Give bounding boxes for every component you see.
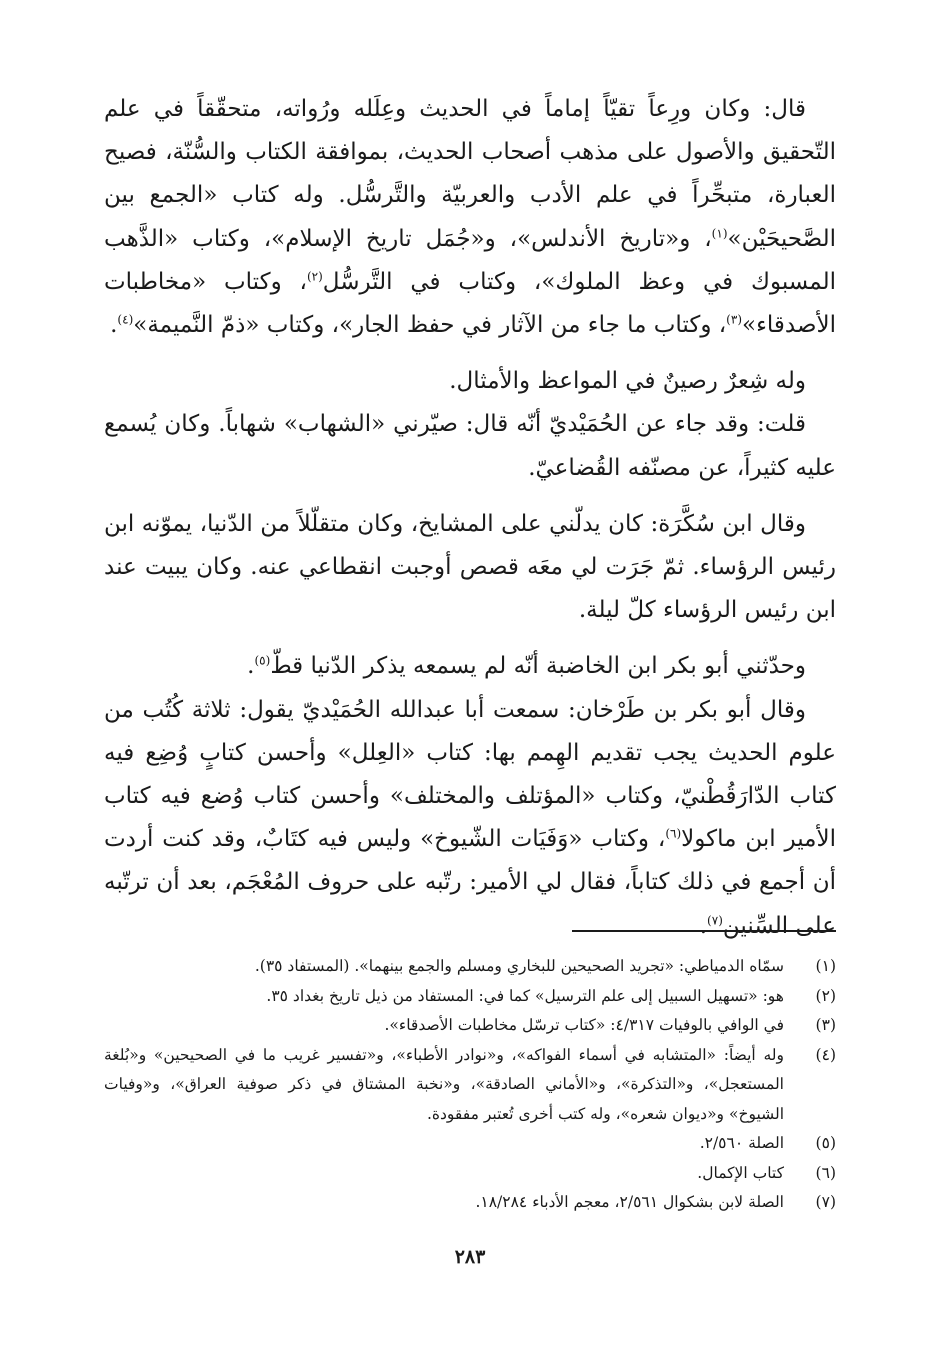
footnote-marker-4[interactable]: (٤) bbox=[117, 312, 134, 327]
paragraph-6 bbox=[104, 689, 836, 948]
footnote-2-number: (٢) bbox=[815, 986, 836, 1005]
footnote-1 bbox=[104, 952, 836, 982]
footnote-marker-7[interactable]: (٧) bbox=[707, 913, 723, 927]
footnote-5 bbox=[104, 1129, 836, 1159]
footnote-3-number: (٣) bbox=[815, 1016, 836, 1034]
footnote-6-text: كتاب الإكمال. bbox=[697, 1163, 784, 1182]
paragraph-1 bbox=[104, 88, 836, 347]
footnote-7-text: الصلة لابن بشكوال ٢/٥٦١، معجم الأدباء ١٨/٢٨٤. bbox=[475, 1193, 784, 1211]
paragraph-5-text-b: . bbox=[247, 653, 255, 680]
paragraph-3 bbox=[104, 403, 836, 489]
paragraph-5-text-a: وحدّثني أبو بكر ابن الخاضبة أنّه لم يسمعه يذكر الدّنيا قطّ bbox=[270, 653, 806, 680]
footnote-marker-5[interactable]: (٥) bbox=[254, 653, 271, 668]
footnote-marker-2[interactable]: (٢) bbox=[306, 269, 323, 284]
paragraph-5 bbox=[104, 645, 836, 688]
footnote-4-number: (٤) bbox=[815, 1045, 836, 1064]
main-text-body bbox=[104, 88, 836, 948]
page-number: ٢٨٣ bbox=[454, 1246, 486, 1268]
footnote-marker-3[interactable]: (٣) bbox=[726, 312, 742, 327]
paragraph-1-text-d: ، وكتاب ما جاء من الآثار في حفظ الجار»، وكتاب «ذمّ النَّميمة» bbox=[133, 312, 727, 339]
footnote-2-text: هو: «تسهيل السبيل إلى علم الترسيل» كما في: المستفاد من ذيل تاريخ بغداد ٣٥. bbox=[266, 986, 784, 1005]
footnote-2 bbox=[104, 982, 836, 1012]
paragraph-1-text-a: قال: وكان ورِعاً تقيّاً إماماً في الحديث وعِلَله ورُواته، متحقّقاً في علم التّحقيق والأصول على مذهب أصحاب الحديث، بموافقة الكتاب والسُّنّة، فصيح العبارة، متبحِّراً في علم الأدب والعربيّة والتَّرسُّل. وله كتاب «الجمع بين الصَّحيحَيْن» bbox=[104, 96, 836, 252]
paragraph-6-text-b: ، وكتاب «وَفَيَات الشّيوخ» وليس فيه كتَابٌ، وقد كنت أردت أن أجمع في ذلك كتاباً، فقال لي الأمير: رتّبه على حروف المُعْجَم، بعد أن ترتّبه على السِّنين bbox=[104, 826, 836, 939]
footnote-4 bbox=[104, 1041, 836, 1130]
paragraph-2-text: وله شِعرٌ رصينٌ في المواعظ والأمثال. bbox=[449, 368, 806, 395]
paragraph-1-text-e: . bbox=[110, 312, 118, 339]
footnote-7-number: (٧) bbox=[815, 1193, 836, 1211]
footnote-4-text: وله أيضاً: «المتشابه في أسماء الفواكه»، و«نوادر الأطباء»، و«تفسير غريب ما في الصحيحين» و«بُلغة المستعجل»، و«التذكرة»، و«الأماني الصادقة»، و«نخبة المشتاق في ذكر صوفية العراق»، و«وفيات الشيوخ» و«ديوان شعره»، وله كتب أخرى تُعتبر مفقودة. bbox=[104, 1045, 784, 1123]
footnote-5-text: الصلة ٢/٥٦٠. bbox=[699, 1134, 784, 1152]
footnote-5-number: (٥) bbox=[815, 1134, 836, 1152]
footnote-7 bbox=[104, 1188, 836, 1218]
footnote-marker-6[interactable]: (٦) bbox=[665, 826, 682, 841]
footnotes-section bbox=[104, 952, 836, 1218]
footnote-6 bbox=[104, 1159, 836, 1189]
footnote-3 bbox=[104, 1011, 836, 1041]
paragraph-2 bbox=[104, 360, 836, 403]
paragraph-6-text-c: . bbox=[699, 912, 708, 939]
paragraph-4 bbox=[104, 503, 836, 633]
paragraph-3-text: قلت: وقد جاء عن الحُمَيْديّ أنّه قال: صيّرني «الشهاب» شهاباً. وكان يُسمع عليه كثيراً، عن مصنّفه القُضاعيّ. bbox=[104, 411, 836, 481]
paragraph-4-text: وقال ابن سُكَّرَة: كان يدلّني على المشايخ، وكان متقلّلاً من الدّنيا، يموّنه ابن رئيس الرؤساء. ثمّ جَرَت لي معَه قصص أوجبت انقطاعي عنه. وكان يبيت عند ابن رئيس الرؤساء كلّ ليلة. bbox=[104, 510, 836, 624]
paragraph-1-text-c: ، وكتاب «مخاطبات الأصدقاء» bbox=[104, 268, 836, 339]
footnote-6-number: (٦) bbox=[815, 1163, 836, 1182]
paragraph-6-text-a: وقال أبو بكر بن طَرْخان: سمعت أبا عبدالله الحُمَيْديّ يقول: ثلاثة كُتُب من علوم الحديث يجب تقديم الهِمم بها: كتاب «العِلل» وأحسن كتابٍ وُضِع فيه كتاب الدّارَقُطْنيّ، وكتاب «المؤتلف والمختلف» وأحسن كتاب وُضع فيه كتاب الأمير ابن ماكولا bbox=[104, 696, 837, 853]
paragraph-1-text-b: ، و«تاريخ الأندلس»، و«جُمَل تاريخ الإسلام»، وكتاب «الذَّهب المسبوك في وعظ الملوك»، وكتاب في التَّرسُّل bbox=[104, 225, 836, 295]
footnote-separator bbox=[572, 930, 836, 932]
footnote-1-number: (١) bbox=[815, 957, 836, 975]
footnote-3-text: في الوافي بالوفيات ٤/٣١٧: «كتاب ترسّل مخاطبات الأصدقاء». bbox=[384, 1016, 784, 1034]
footnote-marker-1[interactable]: (١) bbox=[711, 225, 728, 240]
footnote-1-text: سمّاه الدمياطي: «تجريد الصحيحين للبخاري ومسلم والجمع بينهما». (المستفاد ٣٥). bbox=[254, 957, 784, 975]
